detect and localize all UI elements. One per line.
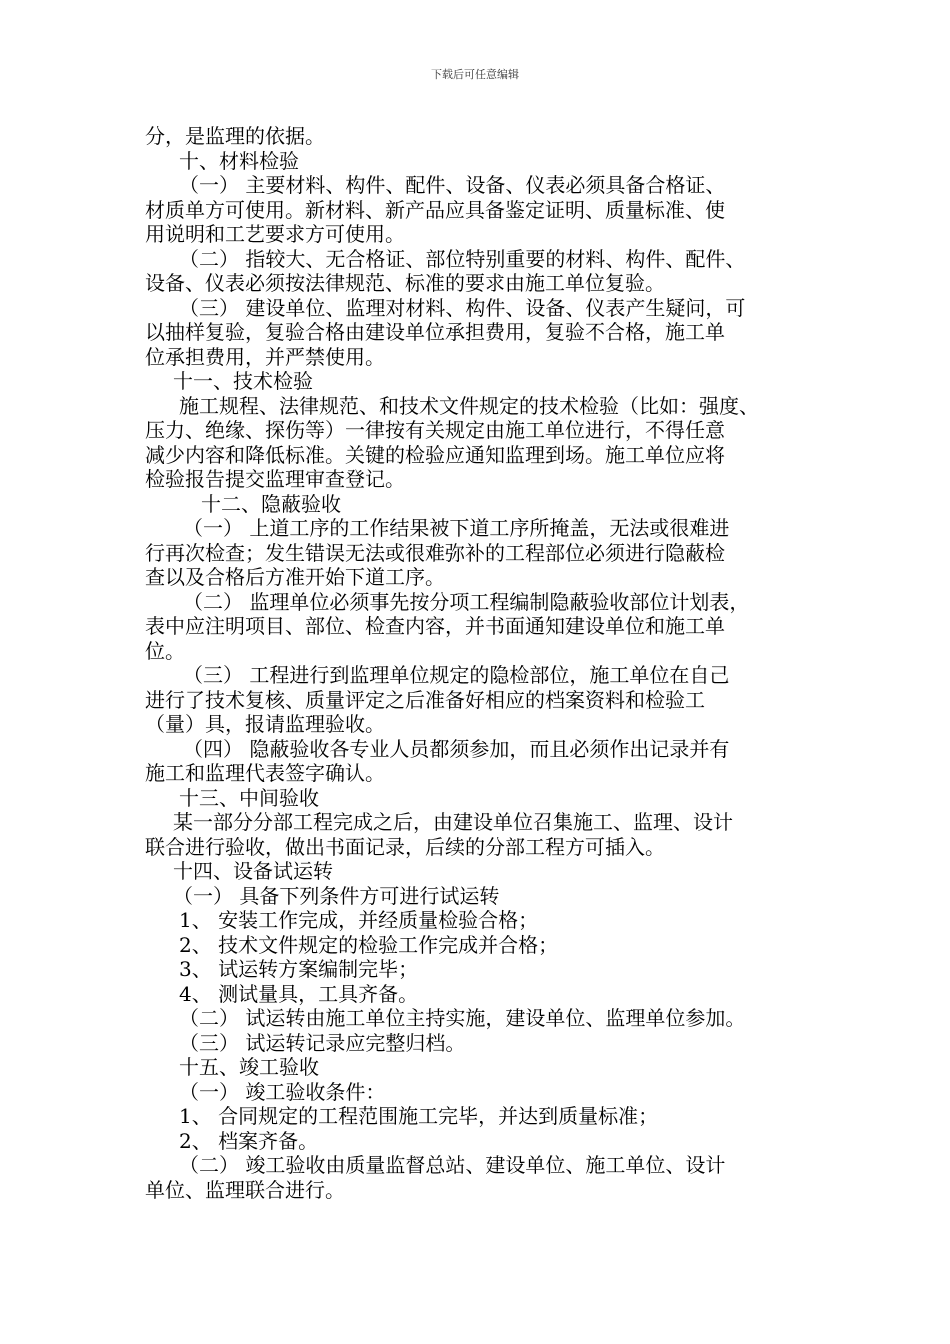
text-line: 十二、隐蔽验收 bbox=[201, 491, 341, 516]
text-line: 减少内容和降低标准。关键的检验应通知监理到场。施工单位应将 bbox=[145, 442, 725, 467]
text-line: （二） 试运转由施工单位主持实施，建设单位、监理单位参加。 bbox=[179, 1006, 746, 1030]
text-line: （三） 工程进行到监理单位规定的隐检部位，施工单位在自己 bbox=[183, 663, 730, 687]
document-body bbox=[145, 124, 815, 1202]
text-line: （三） 建设单位、监理对材料、构件、设备、仪表产生疑问，可 bbox=[179, 295, 746, 320]
text-line: 十三、中间验收 bbox=[179, 785, 319, 810]
text-line: 3、 试运转方案编制完毕； bbox=[179, 957, 419, 981]
text-line: （量）具，报请监理验收。 bbox=[145, 712, 385, 736]
text-line: 十、材料检验 bbox=[179, 148, 299, 173]
text-line: 1、 安装工作完成，并经质量检验合格； bbox=[179, 908, 539, 932]
text-line: 位。 bbox=[145, 638, 185, 663]
text-line: 表中应注明项目、部位、检查内容，并书面通知建设单位和施工单 bbox=[145, 614, 725, 638]
text-line: （一） 主要材料、构件、配件、设备、仪表必须具备合格证、 bbox=[179, 173, 726, 197]
text-line: （二） 竣工验收由质量监督总站、建设单位、施工单位、设计 bbox=[179, 1153, 726, 1177]
text-line: 1、 合同规定的工程范围施工完毕，并达到质量标准； bbox=[179, 1104, 659, 1128]
text-line: 施工和监理代表签字确认。 bbox=[145, 761, 385, 785]
text-line: 位承担费用，并严禁使用。 bbox=[145, 344, 385, 369]
text-line: 十四、设备试运转 bbox=[173, 859, 333, 883]
text-line: 施工规程、法律规范、和技术文件规定的技术检验（比如：强度、 bbox=[179, 393, 759, 418]
text-line: 某一部分分部工程完成之后，由建设单位召集施工、监理、设计 bbox=[173, 810, 733, 834]
text-line: （二） 指较大、无合格证、部位特别重要的材料、构件、配件、 bbox=[179, 246, 746, 271]
text-line: 单位、监理联合进行。 bbox=[145, 1177, 345, 1202]
text-line: 压力、绝缘、探伤等）一律按有关规定由施工单位进行，不得任意 bbox=[145, 418, 725, 442]
text-line: （四） 隐蔽验收各专业人员都须参加，而且必须作出记录并有 bbox=[183, 736, 730, 761]
text-line: （一） 竣工验收条件： bbox=[179, 1079, 386, 1104]
text-line: 十一、技术检验 bbox=[173, 369, 313, 393]
text-line: 联合进行验收，做出书面记录，后续的分部工程方可插入。 bbox=[145, 834, 665, 859]
text-line: 2、 档案齐备。 bbox=[179, 1128, 319, 1153]
text-line: （二） 监理单位必须事先按分项工程编制隐蔽验收部位计划表， bbox=[183, 589, 750, 614]
text-line: 材质单方可使用。新材料、新产品应具备鉴定证明、质量标准、使 bbox=[145, 197, 725, 222]
text-line: 进行了技术复核、质量评定之后准备好相应的档案资料和检验工 bbox=[145, 687, 705, 712]
text-line: 用说明和工艺要求方可使用。 bbox=[145, 222, 405, 246]
text-line: 以抽样复验，复验合格由建设单位承担费用，复验不合格，施工单 bbox=[145, 320, 725, 344]
page-header: 下载后可任意编辑 bbox=[431, 68, 519, 81]
text-line: 2、 技术文件规定的检验工作完成并合格； bbox=[179, 932, 559, 957]
text-line: 设备、仪表必须按法律规范、标准的要求由施工单位复验。 bbox=[145, 271, 665, 295]
text-line: 十五、竣工验收 bbox=[179, 1055, 319, 1079]
text-line: 4、 测试量具，工具齐备。 bbox=[179, 981, 419, 1006]
text-line: 分，是监理的依据。 bbox=[145, 124, 325, 148]
text-line: 行再次检查；发生错误无法或很难弥补的工程部位必须进行隐蔽检 bbox=[145, 540, 725, 565]
text-line: （三） 试运转记录应完整归档。 bbox=[179, 1030, 466, 1055]
text-line: （一） 上道工序的工作结果被下道工序所掩盖，无法或很难进 bbox=[183, 516, 730, 540]
text-line: （一） 具备下列条件方可进行试运转 bbox=[173, 883, 500, 908]
text-line: 检验报告提交监理审查登记。 bbox=[145, 467, 405, 491]
text-line: 查以及合格后方准开始下道工序。 bbox=[145, 565, 445, 589]
